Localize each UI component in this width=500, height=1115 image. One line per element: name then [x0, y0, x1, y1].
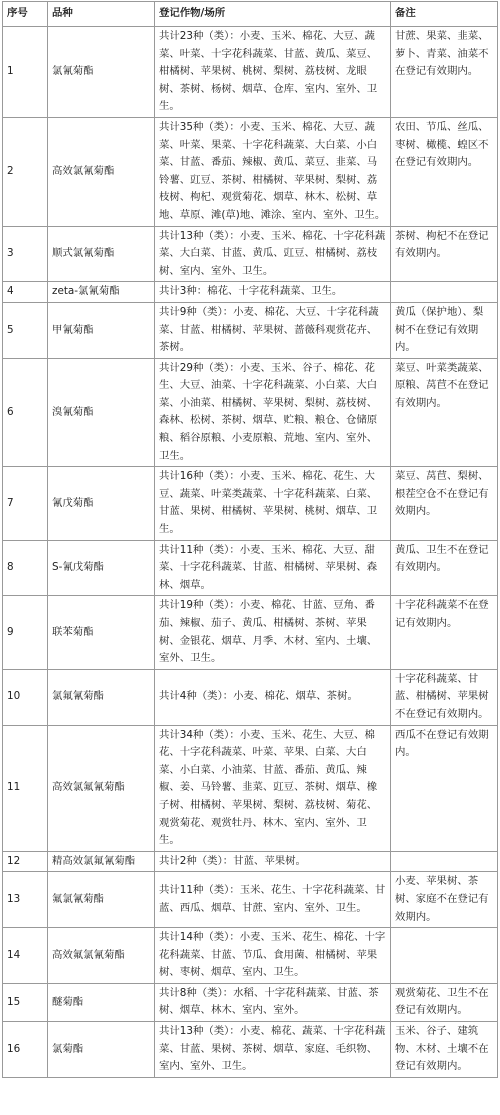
- row-notes: 黄瓜（保护地）、梨树不在登记有效期内。: [391, 302, 498, 358]
- table-row: [3, 467, 498, 540]
- table-row: [3, 302, 498, 358]
- row-variety: 氟氯氰菊酯: [48, 872, 155, 928]
- row-crops: 共计23种（类）：小麦、玉米、棉花、大豆、蔬菜、叶菜、十字花科蔬菜、甘蓝、黄瓜、菜豆、柑橘树、苹果树、桃树、梨树、荔枝树、龙眼树、茶树、杨树、烟草、仓库、室内、室外、卫生。: [155, 27, 391, 118]
- table-header-row: [3, 2, 498, 27]
- row-variety: 联苯菊酯: [48, 596, 155, 669]
- row-seq: 16: [3, 1022, 48, 1078]
- row-variety: S-氰戊菊酯: [48, 540, 155, 596]
- row-seq: 10: [3, 669, 48, 725]
- row-seq: 3: [3, 226, 48, 282]
- row-notes: 甘蔗、果菜、韭菜、萝卜、青菜、油菜不在登记有效期内。: [391, 27, 498, 118]
- row-variety: 醚菊酯: [48, 983, 155, 1021]
- table-row: [3, 872, 498, 928]
- table-row: [3, 540, 498, 596]
- row-seq: 8: [3, 540, 48, 596]
- row-notes: [391, 851, 498, 872]
- row-crops: 共计16种（类）：小麦、玉米、棉花、花生、大豆、蔬菜、叶菜类蔬菜、十字花科蔬菜、白菜、甘蓝、果树、柑橘树、苹果树、桃树、烟草、卫生。: [155, 467, 391, 540]
- row-notes: 菜豆、莴苣、梨树、根茬空仓不在登记有效期内。: [391, 467, 498, 540]
- row-notes: 小麦、苹果树、茶树、家庭不在登记有效期内。: [391, 872, 498, 928]
- table-row: [3, 596, 498, 669]
- row-variety: 高效氯氰菊酯: [48, 117, 155, 226]
- row-crops: 共计35种（类）：小麦、玉米、棉花、大豆、蔬菜、叶菜、果菜、十字花科蔬菜、大白菜、小白菜、甘蓝、番茄、辣椒、黄瓜、菜豆、韭菜、马铃薯、豇豆、茶树、柑橘树、苹果树、梨树、荔枝树、枸杞、观赏菊花、烟草、林木、松树、草地、草原、滩(草)地、滩涂、室内、室外、卫生。: [155, 117, 391, 226]
- row-notes: 农田、节瓜、丝瓜、枣树、橄榄、蝗区不在登记有效期内。: [391, 117, 498, 226]
- table-row: [3, 358, 498, 467]
- row-variety: 高效氟氯氰菊酯: [48, 928, 155, 984]
- row-variety: 甲氰菊酯: [48, 302, 155, 358]
- table-row: [3, 282, 498, 303]
- row-notes: 十字花科蔬菜不在登记有效期内。: [391, 596, 498, 669]
- row-seq: 4: [3, 282, 48, 303]
- row-seq: 12: [3, 851, 48, 872]
- table-row: [3, 1022, 498, 1078]
- row-seq: 1: [3, 27, 48, 118]
- row-notes: 茶树、枸杞不在登记有效期内。: [391, 226, 498, 282]
- row-variety: 高效氯氟氰菊酯: [48, 725, 155, 851]
- table-row: [3, 669, 498, 725]
- row-variety: 顺式氯氰菊酯: [48, 226, 155, 282]
- row-notes: 观赏菊花、卫生不在登记有效期内。: [391, 983, 498, 1021]
- row-variety: 氰戊菊酯: [48, 467, 155, 540]
- row-variety: 精高效氯氟氰菊酯: [48, 851, 155, 872]
- row-notes: 玉米、谷子、建筑物、木材、土壤不在登记有效期内。: [391, 1022, 498, 1078]
- row-seq: 7: [3, 467, 48, 540]
- row-crops: 共计13种（类）：小麦、棉花、蔬菜、十字花科蔬菜、甘蓝、果树、茶树、烟草、家庭、毛织物、室内、室外、卫生。: [155, 1022, 391, 1078]
- row-notes: 西瓜不在登记有效期内。: [391, 725, 498, 851]
- row-notes: [391, 282, 498, 303]
- row-seq: 11: [3, 725, 48, 851]
- header-notes: 备注: [391, 2, 498, 27]
- row-crops: 共计19种（类）：小麦、棉花、甘蓝、豆角、番茄、辣椒、茄子、黄瓜、柑橘树、茶树、苹果树、金银花、烟草、月季、木材、室内、土壤、室外、卫生。: [155, 596, 391, 669]
- row-variety: 氯氟氰菊酯: [48, 669, 155, 725]
- table-row: [3, 27, 498, 118]
- row-seq: 13: [3, 872, 48, 928]
- row-seq: 9: [3, 596, 48, 669]
- row-crops: 共计8种（类）：水稻、十字花科蔬菜、甘蓝、茶树、烟草、林木、室内、室外。: [155, 983, 391, 1021]
- row-seq: 2: [3, 117, 48, 226]
- table-row: [3, 117, 498, 226]
- row-notes: 菜豆、叶菜类蔬菜、原粮、莴苣不在登记有效期内。: [391, 358, 498, 467]
- row-variety: 溴氰菊酯: [48, 358, 155, 467]
- row-seq: 14: [3, 928, 48, 984]
- row-notes: 黄瓜、卫生不在登记有效期内。: [391, 540, 498, 596]
- row-crops: 共计13种（类）：小麦、玉米、棉花、十字花科蔬菜、大白菜、甘蓝、黄瓜、豇豆、柑橘树、荔枝树、室内、室外、卫生。: [155, 226, 391, 282]
- row-crops: 共计11种（类）：小麦、玉米、棉花、大豆、甜菜、十字花科蔬菜、甘蓝、柑橘树、苹果树、森林、烟草。: [155, 540, 391, 596]
- row-crops: 共计4种（类）：小麦、棉花、烟草、茶树。: [155, 669, 391, 725]
- table-row: [3, 725, 498, 851]
- header-crops: 登记作物/场所: [155, 2, 391, 27]
- row-crops: 共计34种（类）：小麦、玉米、花生、大豆、棉花、十字花科蔬菜、叶菜、苹果、白菜、大白菜、小白菜、小油菜、甘蓝、番茄、黄瓜、辣椒、姜、马铃薯、韭菜、豇豆、茶树、烟草、橡子树、柑橘树、苹果树、梨树、荔枝树、菊花、观赏菊花、观赏牡丹、林木、室内、室外、卫生。: [155, 725, 391, 851]
- row-variety: 氯菊酯: [48, 1022, 155, 1078]
- row-crops: 共计14种（类）：小麦、玉米、花生、棉花、十字花科蔬菜、甘蓝、节瓜、食用菌、柑橘树、苹果树、枣树、烟草、室内、卫生。: [155, 928, 391, 984]
- table-row: [3, 928, 498, 984]
- row-variety: zeta-氯氰菊酯: [48, 282, 155, 303]
- row-crops: 共计3种：棉花、十字花科蔬菜、卫生。: [155, 282, 391, 303]
- header-variety: 品种: [48, 2, 155, 27]
- row-crops: 共计2种（类）：甘蓝、苹果树。: [155, 851, 391, 872]
- row-notes: [391, 928, 498, 984]
- table-row: [3, 983, 498, 1021]
- row-notes: 十字花科蔬菜、甘蓝、柑橘树、苹果树不在登记有效期内。: [391, 669, 498, 725]
- table-row: [3, 226, 498, 282]
- row-seq: 6: [3, 358, 48, 467]
- row-seq: 15: [3, 983, 48, 1021]
- table-row: [3, 851, 498, 872]
- row-crops: 共计9种（类）：小麦、棉花、大豆、十字花科蔬菜、甘蓝、柑橘树、苹果树、蔷薇科观赏花卉、茶树。: [155, 302, 391, 358]
- row-crops: 共计11种（类）：玉米、花生、十字花科蔬菜、甘蓝、西瓜、烟草、甘蔗、室内、室外、卫生。: [155, 872, 391, 928]
- pesticide-registration-table: [2, 1, 498, 1078]
- row-crops: 共计29种（类）：小麦、玉米、谷子、棉花、花生、大豆、油菜、十字花科蔬菜、小白菜、大白菜、小油菜、柑橘树、苹果树、梨树、荔枝树、森林、松树、茶树、烟草、贮粮、粮仓、仓储原粮、稻谷原粮、小麦原粮、荒地、室内、室外、卫生。: [155, 358, 391, 467]
- row-variety: 氯氰菊酯: [48, 27, 155, 118]
- header-seq: 序号: [3, 2, 48, 27]
- row-seq: 5: [3, 302, 48, 358]
